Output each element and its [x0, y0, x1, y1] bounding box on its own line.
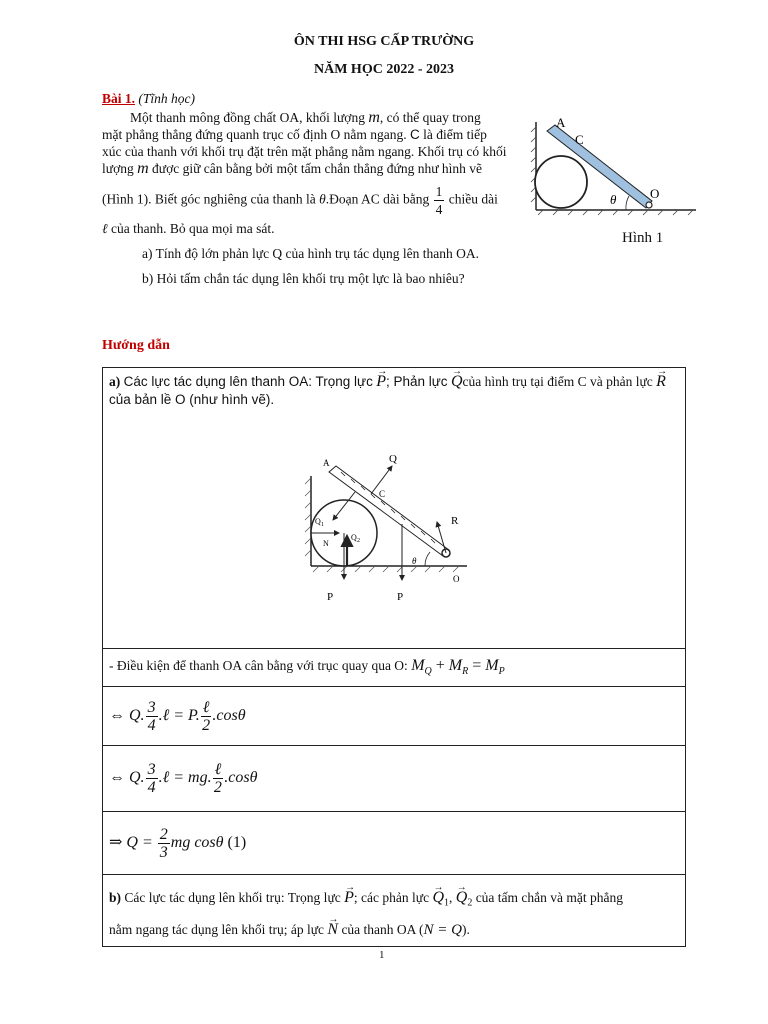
- vector-q: → Q: [451, 372, 463, 392]
- guide-heading: Hướng dẫn: [102, 338, 170, 353]
- fig2-label-q1-sub: 1: [321, 522, 324, 528]
- fig2-label-p-cylinder: P: [327, 591, 334, 603]
- row-part-b: [103, 875, 686, 947]
- part-b-line-2: nằm ngang tác dụng lên khối trụ; áp lực → N của thanh OA (N = Q).: [109, 917, 679, 943]
- figure-1: [528, 112, 698, 252]
- vector-r: → R: [656, 372, 666, 392]
- statement-line-6: ℓ của thanh. Bỏ qua mọi ma sát.: [102, 221, 275, 236]
- cell-eq3: [103, 812, 686, 875]
- moment-equation: $M_Q + M_R = M_P$: [411, 657, 505, 678]
- vector-p: → P: [376, 372, 386, 392]
- problem-label: Bài 1.: [102, 91, 136, 106]
- fig2-angle-arc: [425, 552, 430, 566]
- page-number: 1: [379, 949, 385, 961]
- problem-heading: [102, 90, 195, 107]
- cell-part-a: [103, 368, 686, 649]
- question-b: b) Hỏi tấm chắn tác dụng lên khối trụ một lực là bao nhiêu?: [142, 271, 465, 286]
- figure-1-caption: Hình 1: [622, 230, 664, 246]
- row-eq2: [103, 746, 686, 812]
- part-a-text: a) Các lực tác dụng lên thanh OA: Trọng lực → P; Phản lực → Qcủa hình trụ tại điểm C và phản lực → R: [109, 372, 679, 392]
- vector-p-b: → P: [344, 885, 354, 911]
- row-part-a: [103, 368, 686, 649]
- label-a: A: [556, 115, 566, 130]
- label-c: C: [575, 132, 584, 147]
- cell-part-b: [103, 875, 686, 947]
- fig2-label-c: C: [379, 489, 386, 499]
- problem-topic: (Tĩnh học): [138, 91, 196, 106]
- part-a-text-2: của bản lề O (như hình vẽ).: [109, 392, 275, 407]
- cylinder: [535, 156, 587, 208]
- fig2-label-theta: θ: [412, 556, 417, 566]
- row-condition: [103, 649, 686, 687]
- equation-3: ⇒ Q = $\frac{2}{3}$ mg cosθ (1): [109, 825, 247, 861]
- statement-line-1: Một thanh mông đồng chất OA, khối lượng m, có thể quay trong: [130, 109, 481, 126]
- angle-arc: [626, 196, 629, 210]
- label-o: O: [650, 186, 660, 201]
- fig2-label-q1: Q: [315, 517, 321, 526]
- cell-eq2: [103, 746, 686, 812]
- cell-eq1: [103, 687, 686, 746]
- fig2-label-n: N: [323, 539, 329, 548]
- fraction-one-quarter: $\frac{1}{4}$: [435, 184, 443, 217]
- vector-q2: → Q: [456, 885, 468, 911]
- cell-condition: - Điều kiện để thanh OA cân bằng với trục quay qua O: $M_Q + M_R = M_P$: [103, 649, 686, 687]
- row-eq3: [103, 812, 686, 875]
- statement-line-5: (Hình 1). Biết góc nghiêng của thanh là θ.Đoạn AC dài bằng $\frac{1}{4}$ chiều dài: [102, 184, 498, 217]
- fig2-label-a: A: [323, 458, 330, 468]
- statement-line-4: lượng m được giữ cân bằng bởi một tấm chắn thẳng đứng như hình vẽ: [102, 160, 483, 177]
- school-year: NĂM HỌC 2022 - 2023: [314, 62, 454, 77]
- equation-2: ⇔ Q. $\frac{3}{4}$ .ℓ = mg. $\frac{\text{ℓ}}{2}$ .cosθ: [109, 761, 258, 796]
- fig2-label-q: Q: [389, 453, 397, 465]
- equation-1: ⇔ Q. $\frac{3}{4}$ .ℓ = P. $\frac{\text{ℓ}}{2}$ .cosθ: [109, 698, 246, 734]
- row-eq1: [103, 687, 686, 746]
- figure-2: [299, 452, 489, 614]
- solution-table: [102, 367, 686, 947]
- vector-q1: → Q: [432, 885, 444, 911]
- question-a: a) Tính độ lớn phản lực Q của hình trụ tác dụng lên thanh OA.: [142, 246, 480, 261]
- statement-line-3: xúc của thanh với khối trụ đặt trên mặt phẳng nằm ngang. Khối trụ có khối: [102, 144, 507, 159]
- hinge-o: [646, 202, 652, 208]
- part-b-line-1: b) Các lực tác dụng lên khối trụ: Trọng lực → P; các phản lực → $Q_1$, → $Q_2$ của tấm chắn và mặt phẳng: [109, 885, 679, 917]
- fig2-label-q2-sub: 2: [357, 538, 360, 544]
- vector-n: → N: [327, 917, 338, 943]
- fig2-label-o: O: [453, 574, 460, 584]
- fig2-label-r: R: [451, 515, 459, 527]
- label-theta: θ: [610, 192, 617, 207]
- fig2-label-q2: Q: [351, 533, 357, 542]
- page-title: ÔN THI HSG CẤP TRƯỜNG: [293, 34, 475, 49]
- fig2-label-p-rod: P: [397, 591, 404, 603]
- problem-statement: [102, 109, 520, 287]
- statement-line-2: mặt phẳng thẳng đứng quanh trục cố định O nằm ngang. C là điểm tiếp: [102, 127, 487, 142]
